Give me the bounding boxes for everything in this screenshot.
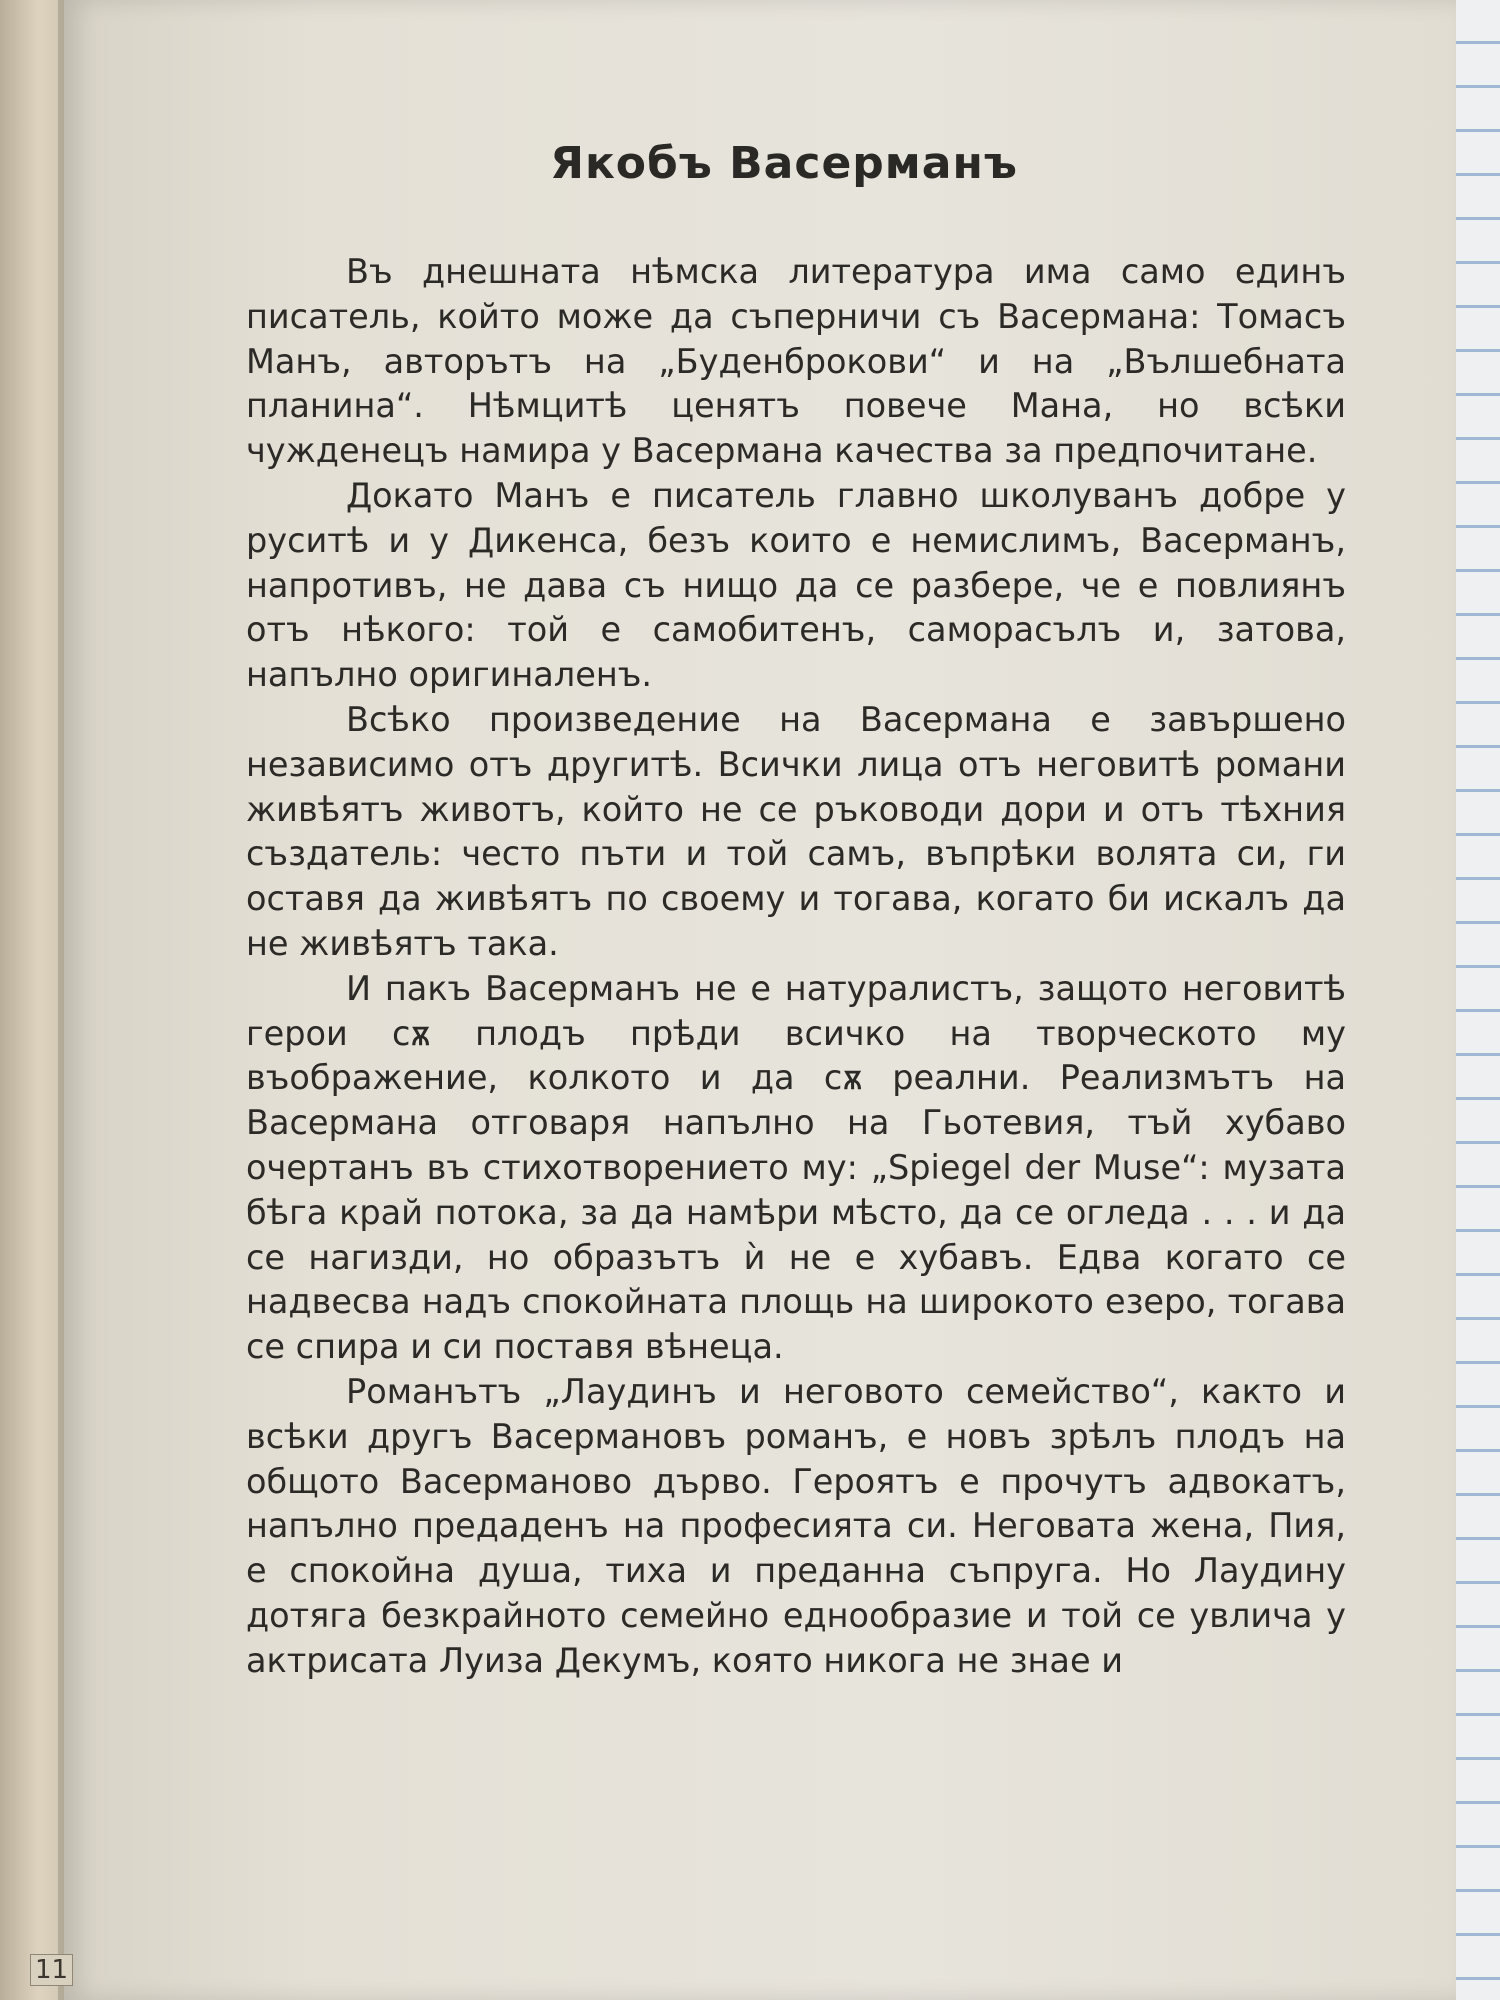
notebook-paper-edge bbox=[1456, 0, 1500, 2000]
binding-strip bbox=[0, 0, 70, 2000]
paragraph: Романътъ „Лаудинъ и неговото семейство“, както и всѣки другъ Васермановъ романъ, е новъ зрѣлъ плодъ на общото Васерманово дърво. Героятъ е прочутъ адвокатъ, напълно предаденъ на професията си. Неговата жена, Пия, е спокойна душа, тиха и преданна съпруга. Но Лаудину дотяга безкрайното семейно еднообразие и той се увлича у актрисата Луиза Декумъ, която никога не знае и bbox=[246, 1371, 1346, 1680]
book-page bbox=[64, 0, 1456, 2000]
page-number: 11 bbox=[30, 1954, 73, 1986]
paragraph: Докато Манъ е писатель главно школуванъ добре у руситѣ и у Дикенса, безъ които е немислимъ, Васерманъ, напротивъ, не дава съ нищо да се разбере, че е повлиянъ отъ нѣкого: той е самобитенъ, саморасълъ и, затова, напълно оригиналенъ. bbox=[246, 475, 1346, 695]
body-text bbox=[246, 250, 1346, 1684]
chapter-title: Якобъ Васерманъ bbox=[550, 138, 1018, 189]
paragraph: Всѣко произведение на Васермана е завършено независимо отъ другитѣ. Всички лица отъ неговитѣ романи живѣятъ животъ, който не се ръководи дори и отъ тѣхния създатель: често пъти и той самъ, въпрѣки волята си, ги оставя да живѣятъ по своему и тогава, когато би искалъ да не живѣятъ така. bbox=[246, 699, 1346, 963]
paragraph: Въ днешната нѣмска литература има само единъ писатель, който може да съперничи съ Васермана: Томасъ Манъ, авторътъ на „Буденброкови“ и на „Вълшебната планина“. Нѣмцитѣ ценятъ повече Мана, но всѣки чужденецъ намира у Васермана качества за предпочитане. bbox=[246, 252, 1346, 471]
paragraph: И пакъ Васерманъ не е натуралистъ, защото неговитѣ герои сѫ плодъ прѣди всичко на творческото му въображение, колкото и да сѫ реални. Реализмътъ на Васермана отговаря напълно на Гьотевия, тъй хубаво очертанъ въ стихотворението му: „Spiegel der Muse“: музата бѣга край потока, за да намѣри мѣсто, да се огледа . . . и да се нагизди, но образътъ ѝ не е хубавъ. Едва когато се надвесва надъ спокойната площь на широкото езеро, тогава се спира и си поставя вѣнеца. bbox=[246, 968, 1346, 1367]
